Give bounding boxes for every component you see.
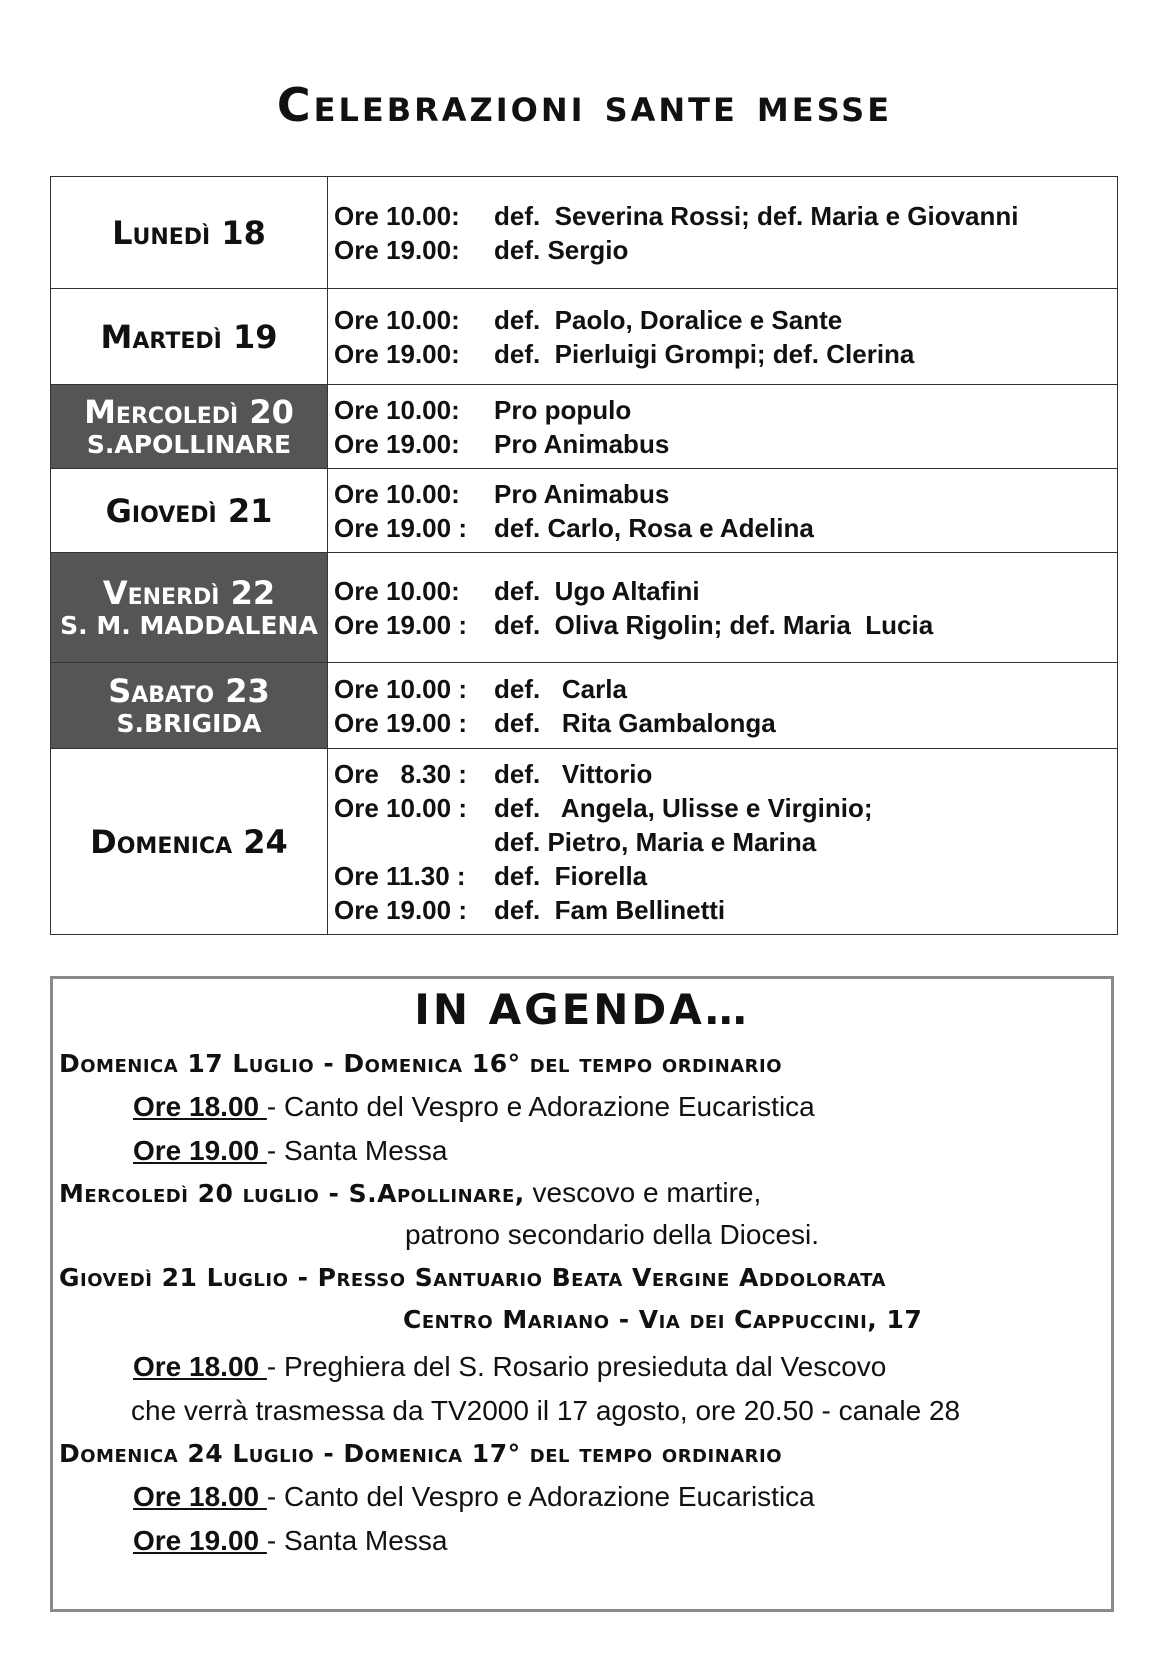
masses-cell bbox=[328, 663, 1118, 749]
saint-label: S.BRIGIDA bbox=[116, 708, 262, 738]
mass-line bbox=[334, 574, 1117, 608]
agenda-text: Santa Messa bbox=[283, 1525, 448, 1556]
day-cell bbox=[51, 749, 328, 935]
mass-intention: def. Sergio bbox=[494, 234, 629, 265]
schedule-row bbox=[51, 663, 1118, 749]
day-cell bbox=[51, 385, 328, 469]
schedule-row bbox=[51, 749, 1118, 935]
mass-time: Ore 10.00: bbox=[334, 394, 460, 425]
mass-line bbox=[334, 303, 1117, 337]
day-cell bbox=[51, 553, 328, 663]
mass-line bbox=[334, 233, 1117, 267]
agenda-line bbox=[133, 1091, 815, 1123]
agenda-time: Ore 19.00 bbox=[133, 1525, 267, 1556]
agenda-time: Ore 18.00 bbox=[133, 1481, 267, 1512]
agenda-time: Ore 18.00 bbox=[133, 1351, 267, 1382]
mass-line bbox=[334, 859, 1117, 893]
mass-intention: def. Pierluigi Grompi; def. Clerina bbox=[494, 338, 915, 369]
day-cell bbox=[51, 289, 328, 385]
mass-intention: def. Carlo, Rosa e Adelina bbox=[494, 512, 814, 543]
agenda-heading: Centro Mariano - Via dei Cappuccini, 17 bbox=[403, 1305, 923, 1334]
agenda-time: Ore 19.00 bbox=[133, 1135, 267, 1166]
agenda-separator: - bbox=[266, 1135, 284, 1166]
mass-time: Ore 10.00 : bbox=[334, 792, 467, 823]
saint-label: S. M. MADDALENA bbox=[60, 610, 318, 640]
mass-intention: def. Vittorio bbox=[494, 758, 653, 789]
mass-line bbox=[334, 706, 1117, 740]
agenda-heading: Domenica 17 Luglio - Domenica 16° del tempo ordinario bbox=[59, 1049, 783, 1078]
mass-line bbox=[334, 757, 1117, 791]
mass-intention: Pro Animabus bbox=[494, 478, 670, 509]
mass-intention: def. Severina Rossi; def. Maria e Giovanni bbox=[494, 200, 1019, 231]
mass-time: Ore 19.00 : bbox=[334, 609, 467, 640]
mass-intention: def. Paolo, Doralice e Sante bbox=[494, 304, 843, 335]
mass-time: Ore 19.00 : bbox=[334, 512, 467, 543]
schedule-row bbox=[51, 553, 1118, 663]
mass-time bbox=[334, 825, 494, 859]
agenda-line bbox=[59, 1439, 782, 1468]
mass-line bbox=[334, 791, 1117, 825]
mass-intention: def. Angela, Ulisse e Virginio; bbox=[494, 792, 873, 823]
mass-time: Ore 19.00: bbox=[334, 234, 460, 265]
masses-cell bbox=[328, 385, 1118, 469]
agenda-text: Canto del Vespro e Adorazione Eucaristica bbox=[283, 1481, 815, 1512]
agenda-line bbox=[133, 1481, 815, 1513]
mass-time: Ore 10.00: bbox=[334, 478, 460, 509]
mass-schedule-table bbox=[50, 176, 1118, 935]
day-label: Domenica 24 bbox=[90, 822, 288, 861]
schedule-row bbox=[51, 289, 1118, 385]
mass-line bbox=[334, 199, 1117, 233]
agenda-text: Santa Messa bbox=[283, 1135, 448, 1166]
agenda-text: Canto del Vespro e Adorazione Eucaristica bbox=[283, 1091, 815, 1122]
day-label: Giovedì 21 bbox=[105, 491, 273, 530]
mass-time: Ore 10.00: bbox=[334, 200, 460, 231]
mass-intention: def. Fam Bellinetti bbox=[494, 894, 726, 925]
agenda-line bbox=[405, 1219, 819, 1251]
agenda-box bbox=[50, 976, 1114, 1612]
mass-time: Ore 10.00 : bbox=[334, 673, 467, 704]
mass-line bbox=[334, 893, 1117, 927]
mass-intention: def. Rita Gambalonga bbox=[494, 707, 776, 738]
mass-line bbox=[334, 511, 1117, 545]
schedule-row bbox=[51, 385, 1118, 469]
mass-time: Ore 19.00: bbox=[334, 338, 460, 369]
day-label: Lunedì 18 bbox=[112, 213, 266, 252]
schedule-row bbox=[51, 177, 1118, 289]
agenda-line bbox=[59, 1049, 782, 1078]
agenda-separator: - bbox=[266, 1481, 284, 1512]
masses-cell bbox=[328, 749, 1118, 935]
mass-intention: def. Carla bbox=[494, 673, 627, 704]
mass-intention: def. Pietro, Maria e Marina bbox=[494, 826, 817, 857]
mass-intention: Pro populo bbox=[494, 394, 632, 425]
day-label: Martedì 19 bbox=[100, 317, 278, 356]
masses-cell bbox=[328, 177, 1118, 289]
day-label: Mercoledì 20 bbox=[84, 392, 294, 431]
mass-intention: def. Fiorella bbox=[494, 860, 648, 891]
mass-line bbox=[334, 427, 1117, 461]
masses-cell bbox=[328, 469, 1118, 553]
agenda-line bbox=[133, 1525, 447, 1557]
agenda-line bbox=[131, 1395, 960, 1427]
agenda-text: che verrà trasmessa da TV2000 il 17 agosto, ore 20.50 - canale 28 bbox=[131, 1395, 961, 1426]
agenda-line bbox=[59, 1263, 886, 1292]
mass-time: Ore 10.00: bbox=[334, 304, 460, 335]
agenda-line bbox=[133, 1351, 886, 1383]
mass-line bbox=[334, 825, 1117, 859]
mass-time: Ore 19.00: bbox=[334, 428, 460, 459]
mass-time: Ore 10.00: bbox=[334, 575, 460, 606]
mass-line bbox=[334, 477, 1117, 511]
masses-cell bbox=[328, 553, 1118, 663]
agenda-line bbox=[133, 1135, 447, 1167]
mass-intention: Pro Animabus bbox=[494, 428, 670, 459]
mass-line bbox=[334, 337, 1117, 371]
mass-line bbox=[334, 608, 1117, 642]
day-cell bbox=[51, 469, 328, 553]
agenda-line bbox=[59, 1177, 761, 1209]
agenda-text: Preghiera del S. Rosario presieduta dal Vescovo bbox=[283, 1351, 887, 1382]
agenda-separator: - bbox=[266, 1525, 284, 1556]
schedule-row bbox=[51, 469, 1118, 553]
agenda-time: Ore 18.00 bbox=[133, 1091, 267, 1122]
agenda-line bbox=[403, 1305, 922, 1334]
mass-intention: def. Ugo Altafini bbox=[494, 575, 700, 606]
agenda-text: vescovo e martire, bbox=[524, 1177, 762, 1208]
agenda-heading: Giovedì 21 Luglio - Presso Santuario Beata Vergine Addolorata bbox=[59, 1263, 886, 1292]
mass-line bbox=[334, 393, 1117, 427]
day-label: Venerdì 22 bbox=[102, 573, 276, 612]
agenda-text: patrono secondario della Diocesi. bbox=[405, 1219, 820, 1250]
page-title: Celebrazioni sante messe bbox=[276, 78, 893, 132]
agenda-separator: - bbox=[266, 1091, 284, 1122]
day-cell bbox=[51, 663, 328, 749]
mass-time: Ore 8.30 : bbox=[334, 758, 467, 789]
agenda-separator: - bbox=[266, 1351, 284, 1382]
mass-time: Ore 19.00 : bbox=[334, 894, 467, 925]
agenda-heading: Mercoledì 20 luglio - S.Apollinare, bbox=[59, 1179, 525, 1208]
day-label: Sabato 23 bbox=[108, 671, 270, 710]
mass-intention: def. Oliva Rigolin; def. Maria Lucia bbox=[494, 609, 934, 640]
day-cell bbox=[51, 177, 328, 289]
agenda-title: IN AGENDA… bbox=[414, 985, 750, 1034]
agenda-heading: Domenica 24 Luglio - Domenica 17° del tempo ordinario bbox=[59, 1439, 783, 1468]
masses-cell bbox=[328, 289, 1118, 385]
saint-label: S.APOLLINARE bbox=[86, 429, 292, 459]
mass-time: Ore 11.30 : bbox=[334, 860, 466, 891]
mass-line bbox=[334, 672, 1117, 706]
mass-time: Ore 19.00 : bbox=[334, 707, 467, 738]
